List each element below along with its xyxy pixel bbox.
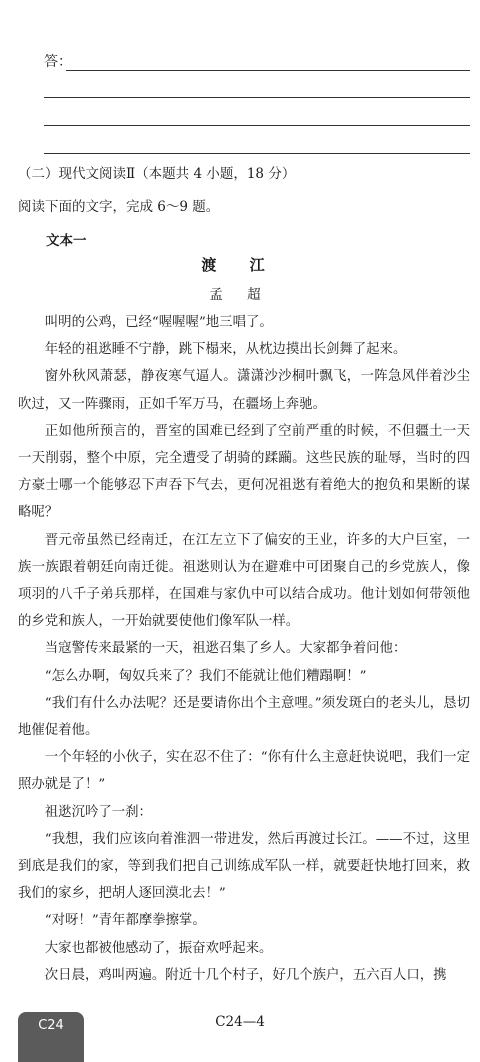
story-body xyxy=(18,309,470,989)
answer-line xyxy=(66,70,470,71)
paragraph: “对呀！”青年都摩拳擦掌。 xyxy=(44,913,206,929)
paragraph: 正如他所预言的，晋室的国难已经到了空前严重的时候，不但疆土一天一天削弱，整个中原，完全遭受了胡骑的蹂躏。这些民族的耻辱，当时的四方豪士哪一个能够忍下声吞下气去，更何况祖逖有着绝大的抱负和果断的谋略呢？ xyxy=(18,423,470,521)
text-label: 文本一 xyxy=(46,233,87,249)
story-author: 孟 超 xyxy=(209,287,271,303)
answer-line xyxy=(44,125,470,126)
paragraph: 年轻的祖逖睡不宁静，跳下榻来，从枕边摸出长剑舞了起来。 xyxy=(44,342,407,358)
paragraph: “我想，我们应该向着淮泗一带进发，然后再渡过长江。——不过，这里到底是我们的家，等到我们把自己训练成军队一样，就要赶快地打回来，救我们的家乡，把胡人逐回漠北去！” xyxy=(18,831,470,902)
answer-label: 答： xyxy=(44,54,72,70)
paragraph: 大家也都被他感动了，振奋欢呼起来。 xyxy=(44,940,273,956)
footer-tab-label: C24 xyxy=(38,1018,64,1033)
section-heading: （二）现代文阅读Ⅱ（本题共 4 小题，18 分） xyxy=(18,166,296,182)
reading-instruction: 阅读下面的文字，完成 6～9 题。 xyxy=(18,199,220,215)
page-number: C24—4 xyxy=(215,1014,265,1030)
paragraph: 当寇警传来最紧的一天，祖逖召集了乡人。大家都争着问他： xyxy=(44,641,407,657)
story-title: 渡 江 xyxy=(201,256,279,274)
paragraph: 次日晨，鸡叫两遍。附近十几个村子，好几个族户，五六百人口，携 xyxy=(44,967,447,983)
paragraph: 叫明的公鸡，已经“喔喔喔”地三唱了。 xyxy=(44,315,273,330)
paragraph: 祖逖沉吟了一刹： xyxy=(44,804,152,820)
answer-line xyxy=(44,97,470,98)
paragraph: “怎么办啊，匈奴兵来了？我们不能就让他们糟蹋啊！” xyxy=(44,668,367,684)
paragraph: 窗外秋风萧瑟，静夜寒气逼人。潇潇沙沙桐叶飘飞，一阵急风伴着沙尘吹过，又一阵骤雨，正如千军万马，在疆场上奔驰。 xyxy=(18,369,470,412)
paragraph: 一个年轻的小伙子，实在忍不住了：“你有什么主意赶快说吧，我们一定照办就是了！” xyxy=(18,750,470,793)
answer-line xyxy=(44,153,470,154)
paragraph: 晋元帝虽然已经南迁，在江左立下了偏安的王业，许多的大户巨室，一族一族跟着朝廷向南迁徙。祖逖则认为在避难中可团聚自己的乡党族人，像项羽的八千子弟兵那样，在国难与家仇中可以结合成功。他计划如何带领他的乡党和族人，一开始就要使他们像军队一样。 xyxy=(18,532,470,630)
paragraph: “我们有什么办法呢？还是要请你出个主意哩。”须发斑白的老头儿，恳切地催促着他。 xyxy=(18,695,470,739)
